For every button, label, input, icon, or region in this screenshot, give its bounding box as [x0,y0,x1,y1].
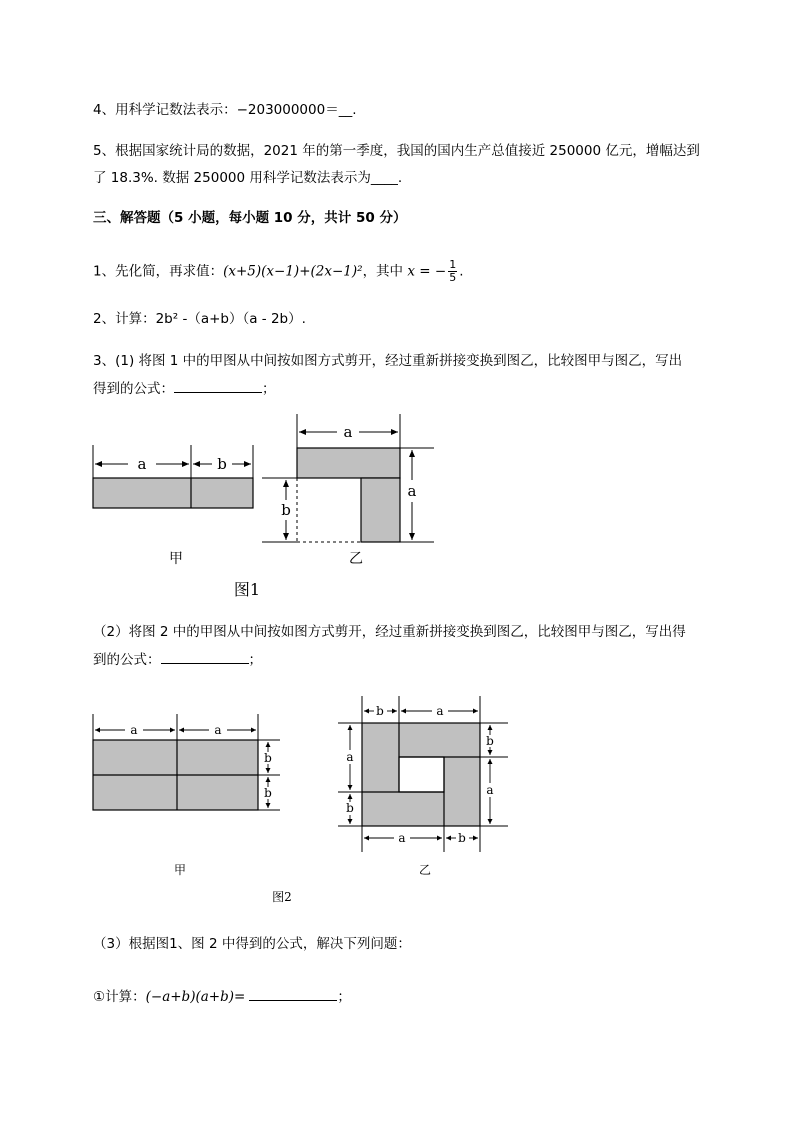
figure-2-yi [338,696,508,877]
section-title: 三、解答题（5 小题，每小题 10 分，共计 50 分） [93,210,407,226]
fig2-yi-label-b-right: b [486,734,494,748]
fraction-denominator: 5 [449,271,457,284]
fig1-yi-label-a-top: a [343,423,353,441]
question-5-line1: 5、根据国家统计局的数据，2021 年的第一季度，我国的国内生产总值接近 250000 亿元，增幅达到 [93,143,700,159]
problem-3-sub2-line2-suffix: ； [248,652,262,668]
item1-suffix: ； [337,989,351,1005]
fig1-yi-top-rect [297,448,400,478]
fig2-caption: 图2 [272,890,292,904]
fig2-yi-label-b-left: b [346,801,354,815]
figure-2-jia [93,714,280,877]
item1-expression: (−a+b)(a+b)= [145,989,246,1005]
problem-1-expression: (x+5)(x−1)+(2x−1)² [223,263,363,280]
problem-2: 2、计算：2b² -（a+b）（a - 2b）. [93,311,306,327]
fig2-yi-label-a-bottom: a [398,831,406,845]
question-5-line2: 了 18.3%. 数据 250000 用科学记数法表示为____. [93,170,403,186]
fig1-caption: 图1 [233,580,261,599]
item1-prefix: ①计算： [93,989,146,1005]
fig1-yi-label-a-right: a [407,482,417,500]
problem-3-sub3: （3）根据图1、图 2 中得到的公式，解决下列问题： [93,936,411,952]
problem-3-sub2-line1: （2）将图 2 中的甲图从中间按如图方式剪开，经过重新拼接变换到图乙，比较图甲与图乙，写出得 [93,624,686,640]
fig2-yi-label-b-bottom: b [458,831,466,845]
fig1-yi-side-rect [361,478,400,542]
fraction-numerator: 1 [449,258,457,271]
fig2-jia-label-a1: a [130,723,138,737]
problem-3-line2-prefix: 得到的公式： [93,381,174,397]
problem-3-line1: 3、(1) 将图 1 中的甲图从中间按如图方式剪开，经过重新拼接变换到图乙，比较图甲与图乙，写出 [93,353,683,369]
fig2-jia-label-a2: a [214,723,222,737]
fig2-jia-label-b2: b [264,786,272,800]
problem-1-mid: ，其中 [362,263,408,280]
fig1-jia-label-b: b [217,455,227,473]
problem-1-variable: x = − [407,263,447,280]
fig1-jia-rect [93,478,253,508]
problem-1-end: . [459,263,464,280]
figure-1-yi [262,414,434,567]
problem-3-sub2-line2-prefix: 到的公式： [93,652,161,668]
question-4: 4、用科学记数法表示：−203000000＝__. [93,102,357,118]
problem-3-line2-suffix: ； [262,381,276,397]
fig2-jia-label-b1: b [264,751,272,765]
problem-1-prefix: 1、先化简，再求值： [93,263,224,280]
fig1-yi-label-b: b [281,501,291,519]
fig1-jia-caption: 甲 [169,551,183,567]
fig2-yi-label-a-top: a [436,704,444,718]
fig2-yi-caption: 乙 [418,863,432,877]
fig2-yi-label-a-left: a [346,750,354,764]
fig1-yi-caption: 乙 [349,551,363,567]
figure-1-jia [93,445,253,567]
fig2-yi-center-hole [399,757,444,792]
fig2-yi-label-b-top: b [376,704,384,718]
fig2-jia-caption: 甲 [173,863,187,877]
fig1-jia-label-a: a [137,455,147,473]
fig2-yi-label-a-right: a [486,783,494,797]
